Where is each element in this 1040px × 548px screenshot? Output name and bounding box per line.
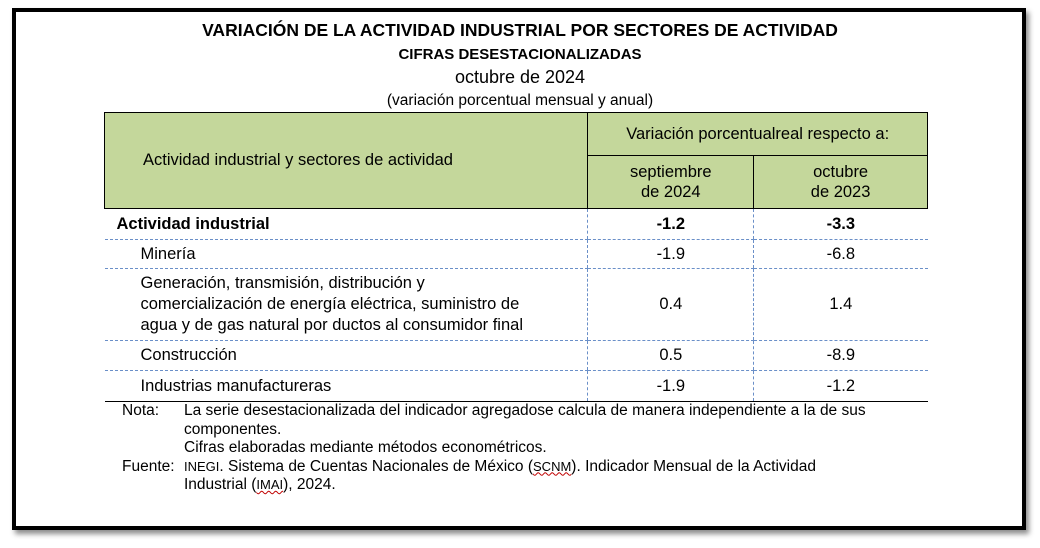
table-row: [105, 209, 928, 240]
industrial-activity-table: [104, 112, 928, 402]
row-label: Construcción: [105, 341, 588, 371]
column-header-oct2023: [754, 156, 928, 209]
note-text: [184, 402, 928, 458]
row-label: Actividad industrial: [105, 209, 588, 240]
value-sep2024: -1.9: [588, 240, 754, 269]
row-label: Industrias manufactureras: [105, 371, 588, 402]
source-part1: . Sistema de Cuentas Nacionales de México (: [219, 457, 534, 475]
value-sep2024: -1.9: [588, 371, 754, 402]
oct2023-header-line1: octubre: [813, 163, 869, 181]
table-row: [105, 269, 928, 341]
source-scnm: SCNM: [533, 458, 572, 474]
value-oct2023: 1.4: [754, 269, 928, 341]
table-unit: (variación porcentual mensual y anual): [386, 92, 654, 109]
source-imai: IMAI: [256, 477, 284, 492]
source-line1: [184, 458, 928, 477]
row-label-line1: Generación, transmisión, distribución y: [140, 274, 425, 292]
note-label: Nota:: [122, 402, 160, 419]
source-inegi-group: [184, 458, 816, 477]
sep2024-header-line1: septiembre: [629, 163, 712, 181]
row-label: Minería: [105, 240, 588, 269]
value-sep2024: -1.2: [588, 209, 754, 240]
note-line3: Cifras elaboradas mediante métodos econométricos.: [184, 439, 547, 456]
value-oct2023: -1.2: [754, 371, 928, 402]
value-sep2024: 0.5: [588, 341, 754, 371]
note-block: [122, 402, 928, 458]
source-part2: ). Indicador Mensual de la Actividad: [571, 457, 816, 475]
note-line1: La serie desestacionalizada del indicador agregadose calcula de manera independiente a la de sus: [184, 402, 866, 419]
value-oct2023: -3.3: [754, 209, 928, 240]
source-line2: [184, 476, 928, 495]
column-header-sep2024: [588, 156, 754, 209]
table-row: [105, 371, 928, 402]
row-label-line3: agua y de gas natural por ductos al consumidor final: [140, 316, 523, 334]
source-label: Fuente:: [122, 457, 175, 475]
value-oct2023: -6.8: [754, 240, 928, 269]
source-part4: ), 2024.: [283, 476, 336, 493]
source-part3: Industrial (: [184, 476, 257, 493]
table-subtitle: CIFRAS DESESTACIONALIZADAS: [398, 46, 642, 63]
row-label: [105, 269, 588, 341]
source-block: [122, 458, 928, 495]
oct2023-header-line2: de 2023: [810, 183, 871, 201]
source-text: [184, 458, 928, 495]
row-label-line2: comercialización de energía eléctrica, suministro de: [140, 295, 520, 313]
column-header-activity: Actividad industrial y sectores de actividad: [105, 113, 588, 209]
table-row: [105, 341, 928, 371]
value-sep2024: 0.4: [588, 269, 754, 341]
note-line2: componentes.: [184, 420, 282, 438]
table-row: [105, 240, 928, 269]
table-period: octubre de 2024: [454, 67, 586, 87]
source-inegi: INEGI: [184, 458, 220, 474]
table-title: VARIACIÓN DE LA ACTIVIDAD INDUSTRIAL POR SECTORES DE ACTIVIDAD: [202, 20, 838, 40]
table-notes: [122, 402, 928, 495]
value-oct2023: -8.9: [754, 341, 928, 371]
sep2024-header-line2: de 2024: [640, 183, 701, 201]
column-group-header: Variación porcentualreal respecto a:: [588, 113, 928, 156]
